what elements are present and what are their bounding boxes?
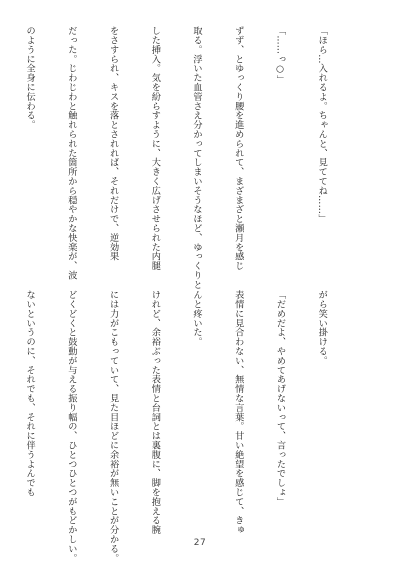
text-line: した挿入。気を紛らすように、大きく広げさせられた内腿: [149, 26, 161, 271]
page-number: 27: [193, 538, 207, 548]
text-line: 取る。浮いた血管さえ分かってしまいそうなほど、ゆっくりと: [191, 26, 203, 290]
text-line: のように全身に伝わる。: [24, 26, 36, 130]
text-line: ずず、とゆっくり腰を進められて、まざまざと瀬月を感じ: [232, 26, 244, 271]
text-line: どくどくと鼓動が与える振り幅の、ひとつひとつがもどかしい。: [65, 290, 77, 563]
text-line: けれど、余裕ぶった表情と台詞とは裏腹に、脚を抱える腕: [149, 290, 161, 535]
text-line: だった。じわじわと触れられた箇所から穏やかな快楽が、波: [65, 26, 77, 280]
text-line: 「だめだよ、やめてあげないって、言ったでしょ」: [274, 290, 286, 507]
text-line: 表情に見合わない、無情な言葉。甘い絶望を感じて、きゅ: [232, 290, 244, 535]
text-line: ないというのに、それでも、それに伴うよんでも: [24, 290, 36, 497]
text-line: 「……っ○」: [274, 26, 286, 85]
text-line: 「ほら…入れるよ。ちゃんと、見ててね……」: [316, 26, 328, 224]
text-line: をさすられ、キスを落とされれば、それだけで、逆効果: [107, 26, 119, 261]
text-line: には力がこもっていて、見た目ほどに余裕が無いことが分かる。: [107, 290, 119, 563]
text-block-upper: [24, 26, 356, 290]
text-line: がら笑い掛ける。: [316, 290, 328, 366]
text-line: んと疼いた。: [191, 290, 203, 347]
